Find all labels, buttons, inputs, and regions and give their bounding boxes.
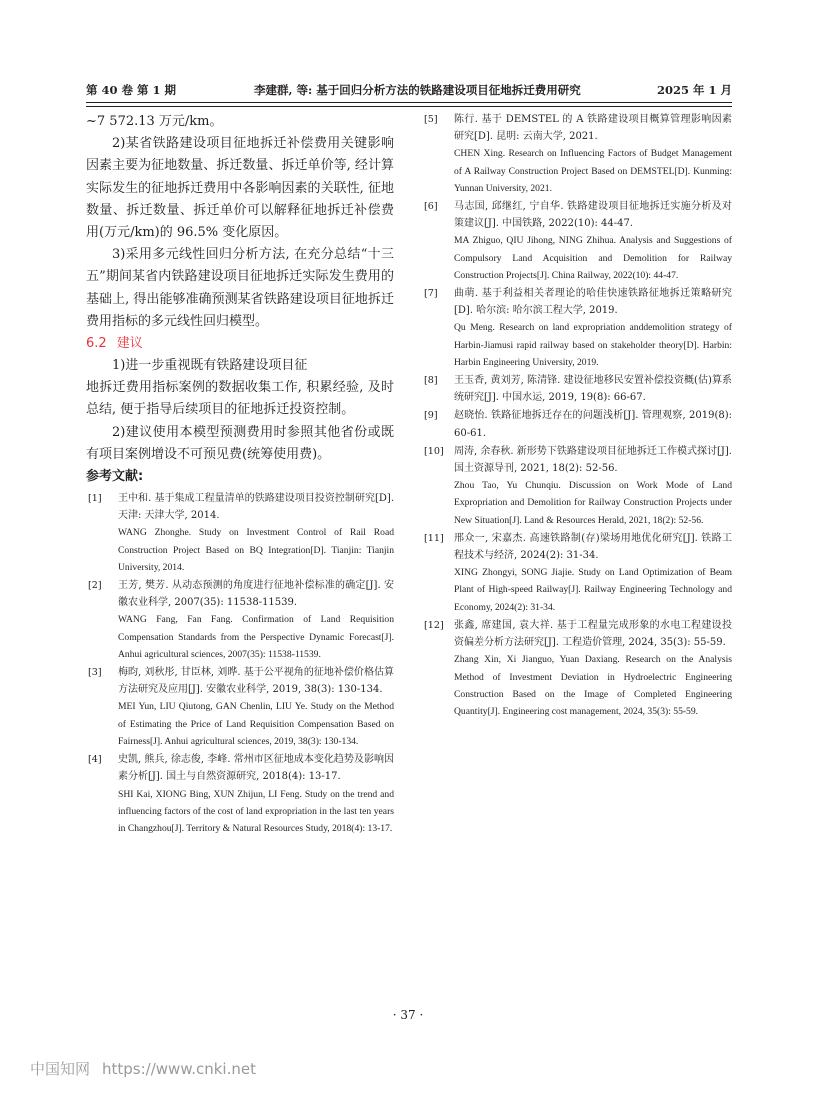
body-paragraph-5: 地拆迁费用指标案例的数据收集工作, 积累经验, 及时总结, 便于指导后续项目的征地拆迁投资控制。 [86, 380, 394, 418]
page-number: · 37 · [392, 1008, 424, 1022]
header-rule [86, 102, 732, 107]
reference-en: MA Zhiguo, QIU Jihong, NING Zhihua. Analysis and Suggestions of Compulsory Land Acquisition and Demolition for Railway Construction Projects[J]. China Railway, 2022(10): 44-47. [454, 235, 732, 281]
reference-cn: 赵晓怡. 铁路征地拆迁存在的问题浅析[J]. 管理观察, 2019(8): 60-61. [454, 410, 732, 439]
cnki-watermark [30, 1058, 256, 1079]
reference-cn: 王玉香, 黄刘芳, 陈清锋. 建设征地移民安置补偿投资概(估)算系统研究[J]. 中国水运, 2019, 19(8): 66-67. [454, 375, 732, 404]
reference-cn: 曲萌. 基于利益相关者理论的哈佳快速铁路征地拆迁策略研究[D]. 哈尔滨: 哈尔滨工程大学, 2019. [454, 288, 732, 317]
body-paragraph-4: 1)进一步重视既有铁路建设项目征 [112, 358, 308, 374]
reference-item [422, 372, 732, 406]
body-paragraph-1: ~7 572.13 万元/km。 [86, 114, 223, 129]
watermark-site-name: 中国知网 [30, 1060, 91, 1078]
reference-en: MEI Yun, LIU Qiutong, GAN Chenlin, LIU Ye. Study on the Method of Estimating the Price of Land Requisition Compensation Based on Fairness[J]. Anhui agricultural sciences, 2019, 38(3): 130-134. [118, 701, 394, 747]
reference-cn: 史凯, 熊兵, 徐志俊, 李峰. 常州市区征地成本变化趋势及影响因素分析[J]. 国土与自然资源研究, 2018(4): 13-17. [118, 754, 394, 783]
body-paragraph-3: 3)采用多元线性回归分析方法, 在充分总结“十三五”期间某省内铁路建设项目征地拆迁实际发生费用的基础上, 得出能够准确预测某省铁路建设项目征地拆迁费用指标的多元线性回归模型。 [86, 247, 394, 329]
reference-cn: 陈行. 基于 DEMSTEL 的 A 铁路建设项目概算管理影响因素研究[D]. 昆明: 云南大学, 2021. [454, 114, 732, 143]
body-paragraph-2: 2)某省铁路建设项目征地拆迁补偿费用关键影响因素主要为征地数量、拆迁数量、拆迁单价等, 经计算实际发生的征地拆迁费用中各影响因素的关联性, 征地数量、拆迁数量、拆迁单价可以解释征地拆迁补偿费用(万元/km)的 96.5% 变化原因。 [86, 136, 394, 241]
running-header [86, 80, 732, 100]
reference-en: WANG Zhonghe. Study on Investment Control of Rail Road Construction Project Based on BQ Integration[D]. Tianjin: Tianjin University, 2014. [118, 527, 394, 573]
reference-number: [12] [424, 619, 444, 631]
reference-number: [11] [424, 532, 444, 544]
reference-item [422, 530, 732, 616]
reference-number: [7] [424, 288, 438, 300]
section-heading [86, 333, 394, 355]
reference-en: CHEN Xing. Research on Influencing Factors of Budget Management of A Railway Construction Project Based on DEMSTEL[D]. Kunming: Yunnan University, 2021. [454, 148, 732, 194]
reference-number: [5] [424, 114, 438, 125]
reference-item [422, 111, 732, 197]
reference-item [422, 617, 732, 720]
reference-en: XING Zhongyi, SONG Jiajie. Study on Land Optimization of Beam Plant of High-speed Railway[J]. Railway Engineering Technology and Economy, 2024(2): 31-34. [454, 567, 732, 613]
reference-number: [3] [88, 667, 102, 679]
left-column [86, 111, 394, 838]
reference-item [86, 490, 394, 576]
publication-date: 2025 年 1 月 [656, 83, 732, 97]
section-title: 建议 [116, 336, 143, 352]
body-paragraph-6: 2)建议使用本模型预测费用时参照其他省份或既有项目案例增设不可预见费(统筹使用费)。 [86, 424, 394, 462]
article-running-title: 李建群, 等: 基于回归分析方法的铁路建设项目征地拆迁费用研究 [254, 83, 581, 97]
reference-en: Qu Meng. Research on land expropriation anddemolition strategy of Harbin-Jiamusi rapid railway based on stakeholder theory[D]. Harbin: Harbin Engineering University, 2019. [454, 322, 732, 368]
reference-item [86, 664, 394, 750]
reference-cn: 王中和. 基于集成工程量清单的铁路建设项目投资控制研究[D]. 天津: 天津大学, 2014. [118, 493, 394, 522]
section-number: 6.2 [86, 336, 107, 352]
reference-number: [1] [88, 493, 102, 505]
reference-number: [2] [88, 580, 102, 592]
reference-number: [4] [88, 754, 102, 766]
reference-cn: 张鑫, 席建国, 袁大祥. 基于工程量完成形象的水电工程建设投资偏差分析方法研究[J]. 工程造价管理, 2024, 35(3): 55-59. [454, 619, 732, 649]
reference-number: [10] [424, 445, 444, 457]
reference-cn: 马志国, 邱继红, 宁自华. 铁路建设项目征地拆迁实施分析及对策建议[J]. 中国铁路, 2022(10): 44-47. [454, 201, 732, 230]
reference-item [422, 285, 732, 371]
watermark-url[interactable]: https://www.cnki.net [102, 1060, 256, 1078]
reference-number: [8] [424, 375, 438, 387]
references-heading: 参考文献: [86, 469, 144, 485]
right-column [422, 111, 732, 721]
reference-item [86, 751, 394, 837]
reference-cn: 王芳, 樊芳. 从动态预测的角度进行征地补偿标准的确定[J]. 安徽农业科学, 2007(35): 11538-11539. [118, 580, 394, 609]
reference-en: Zhang Xin, Xi Jianguo, Yuan Daxiang. Research on the Analysis Method of Investment Deviation in Hydroelectric Engineering Construction Based on the Image of Completed Engineering Quantity[J]. Engineering cost management, 2024, 35(3): 55-59. [454, 654, 732, 717]
reference-number: [9] [424, 410, 438, 422]
reference-item [422, 407, 732, 441]
reference-en: WANG Fang, Fan Fang. Confirmation of Land Requisition Compensation Standards from the Perspective Dynamic Forecast[J]. Anhui agricultural sciences, 2007(35): 11538-11539. [118, 614, 394, 660]
reference-cn: 周涛, 余春秋. 新形势下铁路建设项目征地拆迁工作模式探讨[J]. 国土资源导刊, 2021, 18(2): 52-56. [454, 445, 732, 475]
reference-item [422, 443, 732, 529]
reference-item [422, 198, 732, 284]
reference-cn: 邢众一, 宋嘉杰. 高速铁路制(存)梁场用地优化研究[J]. 铁路工程技术与经济, 2024(2): 31-34. [454, 532, 732, 562]
reference-item [86, 577, 394, 663]
reference-en: Zhou Tao, Yu Chunqiu. Discussion on Work Mode of Land Expropriation and Demolition for Railway Construction Projects under New Situation[J]. Land & Resources Herald, 2021, 18(2): 52-56. [454, 480, 732, 526]
journal-volume-issue: 第 40 卷 第 1 期 [86, 83, 177, 97]
reference-number: [6] [424, 201, 438, 213]
reference-en: SHI Kai, XIONG Bing, XUN Zhijun, LI Feng. Study on the trend and influencing factors of the cost of land expropriation in the last ten years in Changzhou[J]. Territory & Natural Resources Study, 2018(4): 13-17. [118, 788, 394, 834]
reference-cn: 梅昀, 刘秋彤, 甘臣林, 刘晔. 基于公平视角的征地补偿价格估算方法研究及应用[J]. 安徽农业科学, 2019, 38(3): 130-134. [118, 667, 394, 696]
